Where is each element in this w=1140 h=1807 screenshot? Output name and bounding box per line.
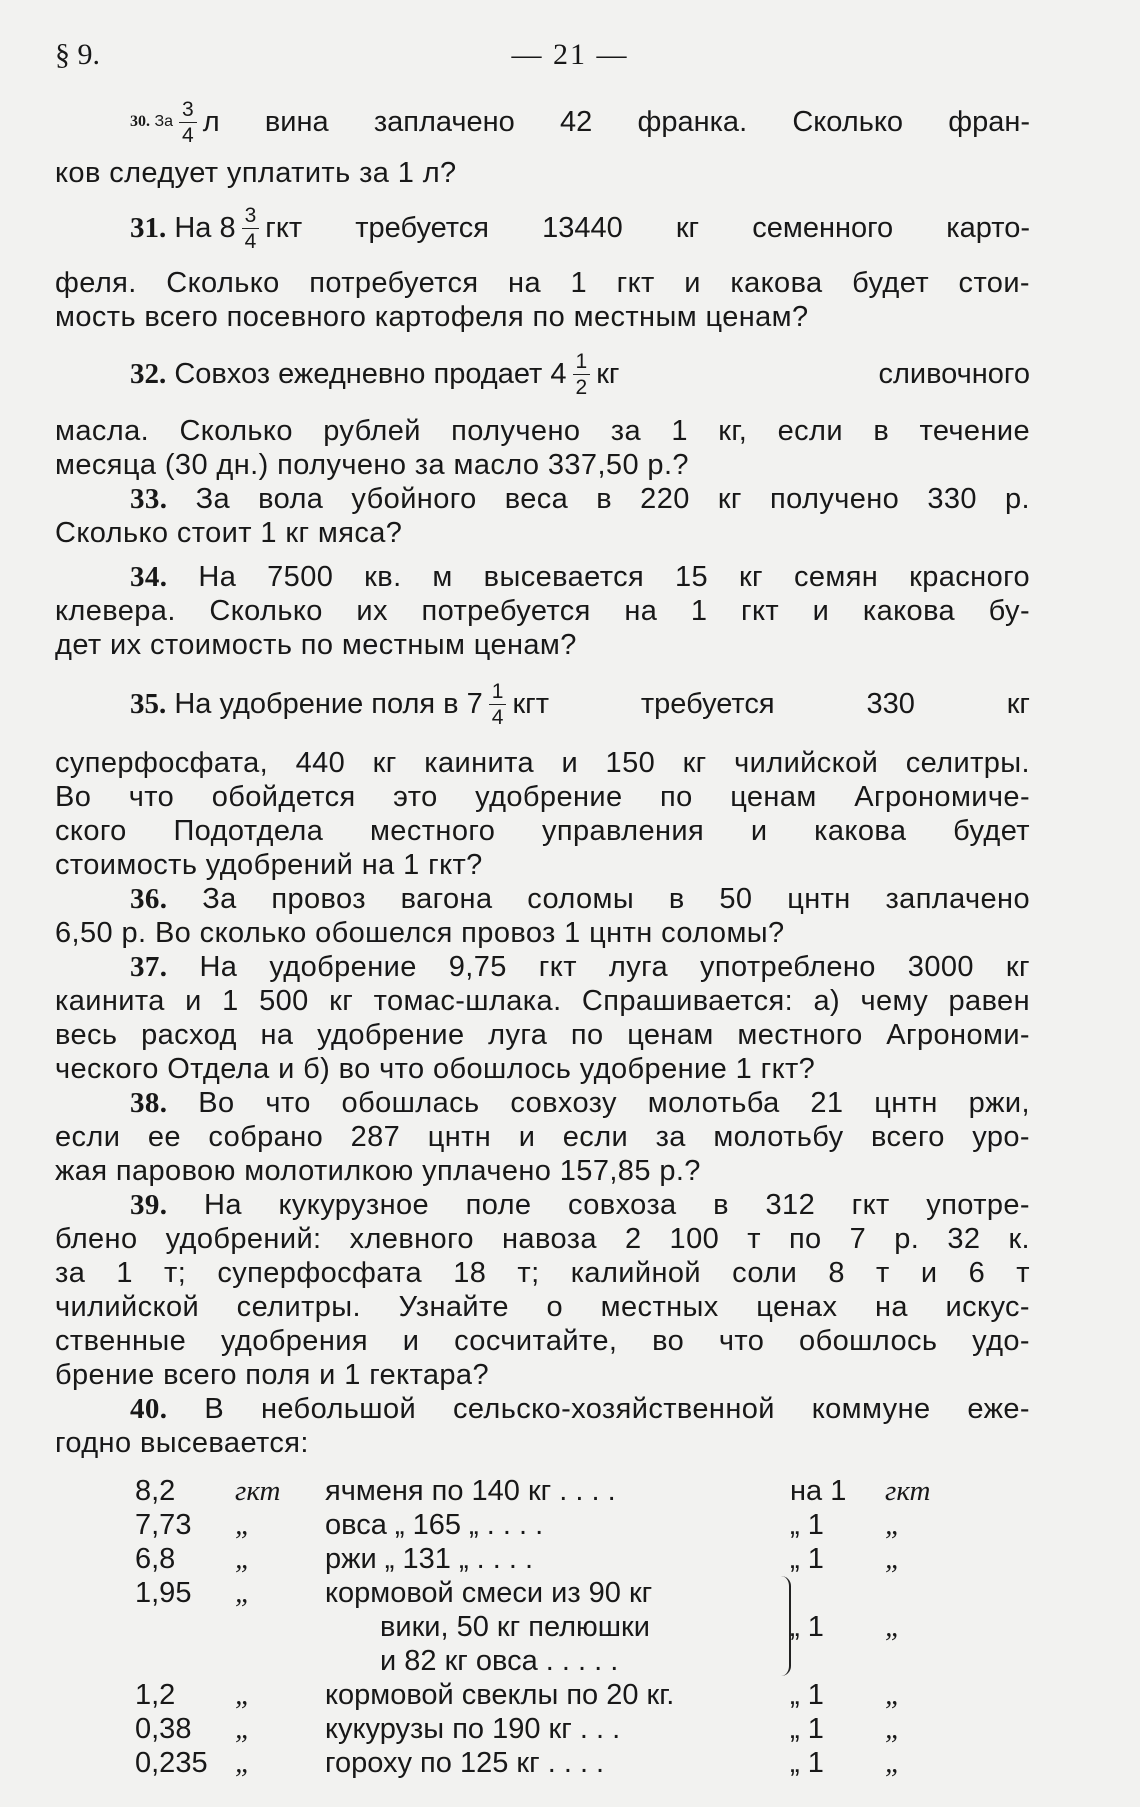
table-cell-per: „ 1: [790, 1509, 824, 1541]
table-cell-unit: гкт: [235, 1475, 281, 1507]
problem-36-line-2: 6,50 р. Во сколько обошелся провоз 1 цнтн соломы?: [55, 917, 785, 949]
problem-number: 39.: [130, 1189, 168, 1221]
table-cell-crop: овса „ 165 „ . . . .: [325, 1509, 544, 1541]
table-cell-per-unit: „: [885, 1679, 902, 1711]
problem-34-line-3: дет их стоимость по местным ценам?: [55, 629, 577, 661]
table-cell-qty: 0,38: [135, 1713, 192, 1745]
problem-number: 33.: [130, 483, 168, 515]
table-cell-qty: 8,2: [135, 1475, 176, 1507]
problem-38-line-3: жая паровою молотилкою уплачено 157,85 р.?: [55, 1155, 701, 1187]
table-cell-crop: ржи „ 131 „ . . . .: [325, 1543, 534, 1575]
table-cell-unit: „: [235, 1543, 252, 1575]
fraction-bar: [242, 228, 260, 229]
table-row: [55, 1712, 1030, 1746]
text: За провоз вагона соломы в 50 цнтн заплачено: [202, 883, 1030, 915]
table-cell-per: „ 1: [790, 1747, 824, 1779]
problem-33-line-1: [55, 482, 1030, 516]
table-row: [55, 1508, 1030, 1542]
problem-35-line-1: [55, 662, 1030, 746]
problem-number: 34.: [130, 561, 168, 593]
table-cell-crop: гороху по 125 кг . . . .: [325, 1747, 605, 1779]
problem-39-line-1: [55, 1188, 1030, 1222]
numerator: 1: [575, 349, 588, 373]
problem-number: 35.: [130, 687, 167, 720]
fraction-bar: [179, 122, 197, 123]
problem-number: 38.: [130, 1087, 168, 1119]
text: Совхоз ежедневно продает 4: [174, 357, 567, 390]
table-row: [55, 1474, 1030, 1508]
sowing-table: [55, 1474, 1030, 1780]
problem-35-line-2: суперфосфата, 440 кг каинита и 150 кг чилийской селитры.: [55, 747, 1030, 779]
table-cell-crop: кукурузы по 190 кг . . .: [325, 1713, 621, 1745]
table-cell-crop: вики, 50 кг пелюшки: [380, 1611, 650, 1643]
fraction: [179, 98, 197, 147]
table-cell-crop: кормовой смеси из 90 кг: [325, 1577, 653, 1609]
problem-36-line-1: [55, 882, 1030, 916]
problem-38-line-1: [55, 1086, 1030, 1120]
table-cell-per: „ 1: [790, 1611, 824, 1643]
fraction-bar: [489, 704, 507, 705]
denominator: 4: [182, 123, 194, 147]
numerator: 1: [491, 679, 504, 703]
table-cell-qty: 6,8: [135, 1543, 176, 1575]
table-cell-unit: „: [235, 1747, 252, 1779]
problem-32-line-1: [55, 334, 1030, 414]
numerator: 3: [182, 97, 194, 121]
page-header: [0, 38, 1140, 78]
problem-number: 31.: [130, 211, 167, 244]
problem-38-line-2: если ее собрано 287 цнтн и если за молотьбу всего уро-: [55, 1121, 1030, 1153]
fraction: [489, 680, 507, 729]
table-row: [55, 1746, 1030, 1780]
problem-37-line-4: ческого Отдела и б) во что обошлось удобрение 1 гкт?: [55, 1053, 816, 1085]
text: кг сливочного: [596, 357, 1030, 390]
table-cell-per-unit: „: [885, 1611, 902, 1643]
denominator: 2: [575, 375, 588, 399]
table-cell-per-unit: „: [885, 1713, 902, 1745]
text: На кукурузное поле совхоза в 312 гкт употре-: [204, 1189, 1030, 1221]
problem-number: 37.: [130, 951, 168, 983]
fraction-bar: [573, 374, 591, 375]
fraction: [242, 204, 260, 253]
text: гкт требуется 13440 кг семенного карто-: [265, 211, 1030, 244]
table-cell-per: на 1: [790, 1475, 847, 1507]
table-cell-per: „ 1: [790, 1713, 824, 1745]
problem-39-line-4: чилийской селитры. Узнайте о местных ценах на искус-: [55, 1291, 1030, 1323]
table-cell-crop: кормовой свеклы по 20 кг.: [325, 1679, 675, 1711]
denominator: 4: [244, 229, 257, 253]
problem-40-line-2: годно высевается:: [55, 1427, 309, 1459]
text: На 7500 кв. м высевается 15 кг семян красного: [198, 561, 1030, 593]
problem-30-line-2: ков следует уплатить за 1 л?: [55, 157, 457, 189]
problem-31-line-2: феля. Сколько потребуется на 1 гкт и какова будет стои-: [55, 267, 1030, 299]
table-cell-unit: „: [235, 1577, 252, 1609]
page-number: — 21 —: [511, 38, 629, 71]
problem-31-line-3: мость всего посевного картофеля по местным ценам?: [55, 301, 809, 333]
numerator: 3: [244, 203, 257, 227]
table-row-continuation: [55, 1610, 1030, 1644]
fraction: [573, 350, 591, 399]
spacer: [55, 550, 1030, 560]
problem-37-line-3: весь расход на удобрение луга по ценам местного Агрономи-: [55, 1019, 1030, 1051]
text: На удобрение 9,75 гкт луга употреблено 3000 кг: [199, 951, 1030, 983]
text: На 8: [174, 211, 236, 244]
page-body: [55, 88, 1030, 1780]
brace-bracket: [775, 1576, 791, 1676]
text: На удобрение поля в 7: [174, 687, 483, 720]
problem-40-line-1: [55, 1392, 1030, 1426]
table-cell-unit: „: [235, 1509, 252, 1541]
text: л вина заплачено 42 франка. Сколько фран-: [202, 105, 1030, 138]
table-cell-per-unit: „: [885, 1509, 902, 1541]
problem-35-line-5: стоимость удобрений на 1 гкт?: [55, 849, 483, 881]
problem-39-line-2: блено удобрений: хлевного навоза 2 100 т по 7 р. 32 к.: [55, 1223, 1030, 1255]
problem-32-line-2: масла. Сколько рублей получено за 1 кг, если в течение: [55, 415, 1030, 447]
table-cell-per: „ 1: [790, 1679, 824, 1711]
table-row-multiline: [55, 1576, 1030, 1678]
table-cell-unit: „: [235, 1713, 252, 1745]
text: В небольшой сельско-хозяйственной коммуне еже-: [204, 1393, 1030, 1425]
table-cell-unit: „: [235, 1679, 252, 1711]
problem-number: 40.: [130, 1393, 168, 1425]
table-cell-per-unit: гкт: [885, 1475, 931, 1507]
table-cell-qty: 0,235: [135, 1747, 208, 1779]
problem-39-line-3: за 1 т; суперфосфата 18 т; калийной соли 8 т и 6 т: [55, 1257, 1030, 1289]
table-cell-per-unit: „: [885, 1543, 902, 1575]
table-row-continuation: [55, 1644, 1030, 1678]
problem-34-line-2: клевера. Сколько их потребуется на 1 гкт и какова бу-: [55, 595, 1030, 627]
table-cell-crop: ячменя по 140 кг . . . .: [325, 1475, 616, 1507]
denominator: 4: [491, 705, 504, 729]
text: За: [154, 113, 174, 130]
problem-37-line-2: каинита и 1 500 кг томас-шлака. Спрашивается: а) чему равен: [55, 985, 1030, 1017]
text: Во что обошлась совхозу молотьба 21 цнтн ржи,: [198, 1087, 1030, 1119]
table-row: [55, 1576, 1030, 1610]
table-cell-per: „ 1: [790, 1543, 824, 1575]
problem-37-line-1: [55, 950, 1030, 984]
problem-39-line-6: брение всего поля и 1 гектара?: [55, 1359, 489, 1391]
problem-35-line-4: ского Подотдела местного управления и какова будет: [55, 815, 1030, 847]
text: За вола убойного веса в 220 кг получено 330 р.: [195, 483, 1030, 515]
problem-34-line-1: [55, 560, 1030, 594]
problem-number: 30.: [130, 113, 150, 130]
section-marker: § 9.: [55, 38, 100, 71]
problem-33-line-2: Сколько стоит 1 кг мяса?: [55, 517, 403, 549]
problem-number: 36.: [130, 883, 168, 915]
problem-30-line-1: [55, 88, 1030, 156]
problem-32-line-3: месяца (30 дн.) получено за масло 337,50 р.?: [55, 449, 689, 481]
problem-39-line-5: ственные удобрения и сосчитайте, во что обошлось удо-: [55, 1325, 1030, 1357]
table-row: [55, 1678, 1030, 1712]
table-cell-qty: 1,2: [135, 1679, 176, 1711]
table-cell-qty: 1,95: [135, 1577, 192, 1609]
problem-31-line-1: [55, 190, 1030, 266]
text: кгт требуется 330 кг: [512, 687, 1030, 720]
problem-35-line-3: Во что обойдется это удобрение по ценам Агрономиче-: [55, 781, 1030, 813]
table-cell-per-unit: „: [885, 1747, 902, 1779]
table-row: [55, 1542, 1030, 1576]
table-cell-crop: и 82 кг овса . . . . .: [380, 1645, 619, 1677]
problem-number: 32.: [130, 357, 167, 390]
table-cell-qty: 7,73: [135, 1509, 192, 1541]
